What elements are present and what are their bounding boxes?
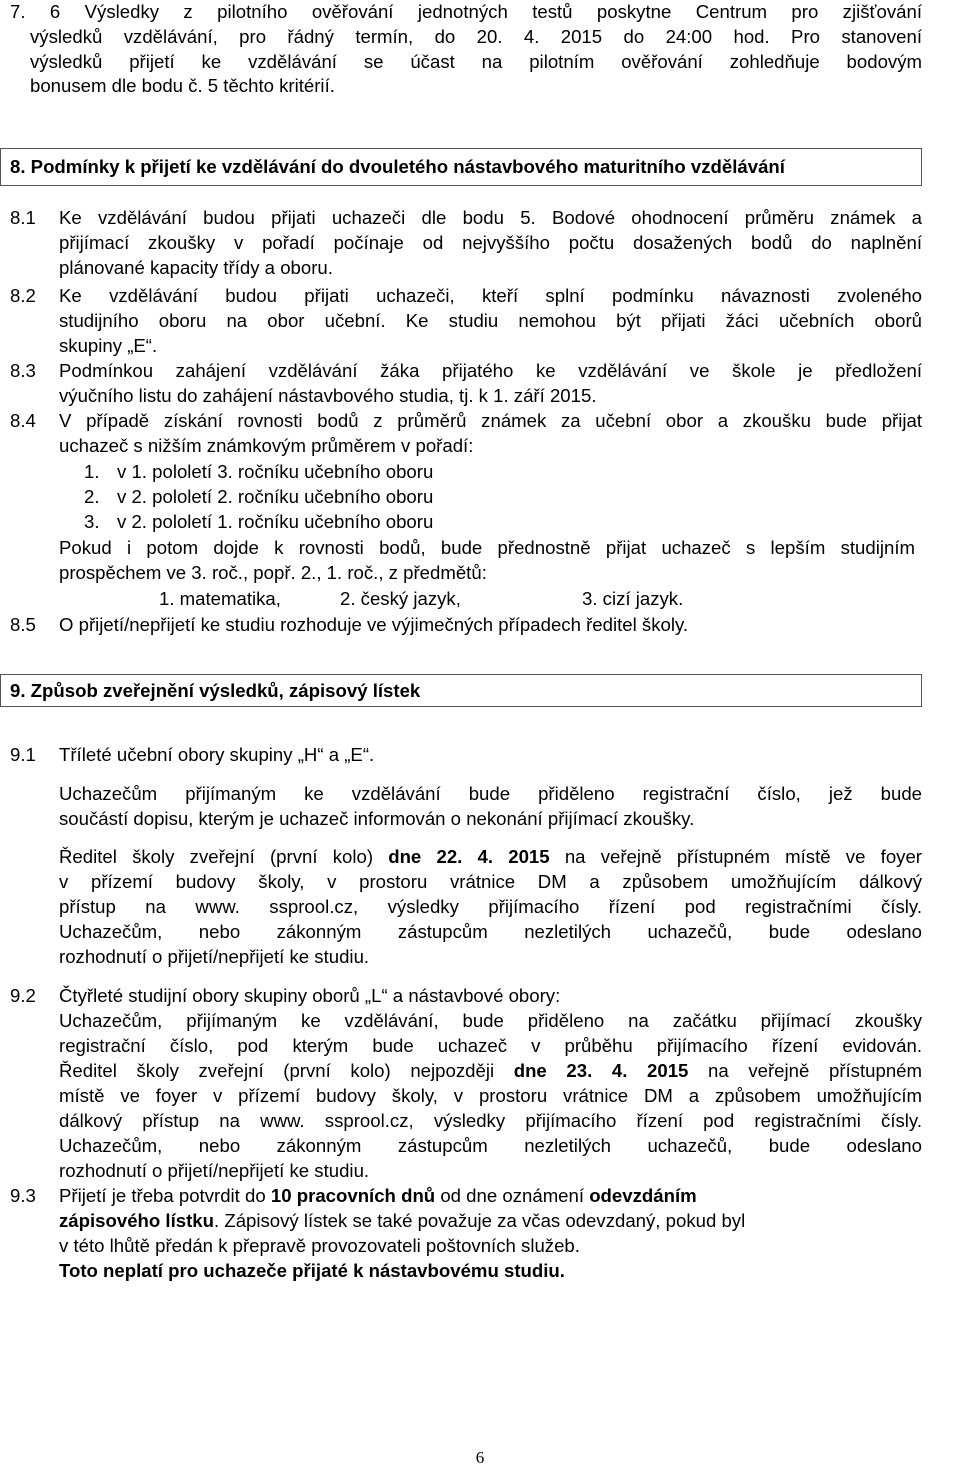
section-9-heading	[0, 674, 922, 707]
item-9-1-date: dne 22. 4. 2015	[388, 846, 550, 867]
item-8-1-line-2: přijímací zkoušky v pořadí počínaje od nejvyššího počtu dosažených bodů do naplnění	[59, 232, 922, 253]
item-9-2-date: dne 23. 4. 2015	[513, 1060, 689, 1081]
item-9-1-para2-line-4: Uchazečům, nebo zákonným zástupcům nezletilých uchazečů, bude odeslano	[59, 921, 922, 942]
item-9-2-line-b2: dálkový přístup na www. ssprool.cz, výsledky přijímacího řízení pod registračními čísly.	[59, 1110, 922, 1131]
item-8-2-line-3: skupiny „E“.	[59, 335, 158, 356]
sec7-line-4: bonusem dle bodu č. 5 těchto kritérií.	[30, 75, 335, 96]
subject-1: 1. matematika,	[159, 588, 281, 609]
item-9-3-number: 9.3	[10, 1185, 36, 1206]
item-8-1-number: 8.1	[10, 207, 36, 228]
item-9-1-title: Tříleté učební obory skupiny „H“ a „E“.	[59, 744, 375, 765]
item-8-2-line-2: studijního oboru na obor učební. Ke studiu nemohou být přijati žáci učebních oborů	[59, 310, 922, 331]
item-8-4-after-line-2: prospěchem ve 3. roč., popř. 2., 1. roč., z předmětů:	[59, 562, 487, 583]
item-9-1-para2-line-3: přístup na www. ssprool.cz, výsledky přijímacího řízení pod registračními čísly.	[59, 896, 922, 917]
item-9-2-l3-post: na veřejně přístupném	[688, 1060, 922, 1081]
item-9-3-line-4	[59, 1259, 922, 1284]
order-item-3-number: 3.	[84, 511, 100, 532]
item-8-2-line-1: Ke vzdělávání budou přijati uchazeči, kteří splní podmínku návaznosti zvoleného	[59, 285, 922, 306]
item-9-2-line-3	[59, 1059, 922, 1084]
item-8-4-number: 8.4	[10, 410, 36, 431]
order-item-2-text: v 2. pololetí 2. ročníku učebního oboru	[117, 486, 434, 507]
subject-3: 3. cizí jazyk.	[582, 588, 684, 609]
item-8-1-line-3: plánované kapacity třídy a oboru.	[59, 257, 333, 278]
item-9-2-line-a2: registrační číslo, pod kterým bude uchazeč v průběhu přijímacího řízení evidován.	[59, 1035, 922, 1056]
item-9-3-l1-mid: od dne oznámení	[435, 1185, 590, 1206]
item-9-1-number: 9.1	[10, 744, 36, 765]
item-9-2-title: Čtyřleté studijní obory skupiny oborů „L“ a nástavbové obory:	[59, 985, 561, 1006]
item-9-2-line-b1: místě ve foyer v přízemí budovy školy, v prostoru vrátnice DM a způsobem umožňujícím	[59, 1085, 922, 1106]
item-9-1-para1-line-1: Uchazečům přijímaným ke vzdělávání bude přiděleno registrační číslo, jež bude	[59, 783, 922, 804]
item-9-1-para2-line-2: v přízemí budovy školy, v prostoru vrátnice DM a způsobem umožňujícím dálkový	[59, 871, 922, 892]
item-9-3-line-1	[59, 1184, 922, 1209]
item-9-2-line-b3: Uchazečům, nebo zákonným zástupcům nezletilých uchazečů, bude odeslano	[59, 1135, 922, 1156]
item-8-5-number: 8.5	[10, 614, 36, 635]
subject-2: 2. český jazyk,	[340, 588, 461, 609]
item-9-3-form: zápisového lístku	[59, 1210, 214, 1231]
item-8-3-number: 8.3	[10, 360, 36, 381]
item-9-1-para2-line-1	[59, 845, 922, 870]
item-8-2-number: 8.2	[10, 285, 36, 306]
section-8-heading-text: 8. Podmínky k přijetí ke vzdělávání do dvouletého nástavbového maturitního vzdělávání	[10, 156, 785, 177]
section-9-heading-text: 9. Způsob zveřejnění výsledků, zápisový lístek	[10, 680, 421, 701]
sec7-line-2: výsledků vzdělávání, pro řádný termín, do 20. 4. 2015 do 24:00 hod. Pro stanovení	[30, 26, 922, 47]
item-9-2-line-b4: rozhodnutí o přijetí/nepřijetí ke studiu.	[59, 1160, 370, 1181]
item-9-1-para2-pre: Ředitel školy zveřejní (první kolo)	[59, 846, 389, 867]
item-8-3-line-1: Podmínkou zahájení vzdělávání žáka přijatého ke vzdělávání ve škole je předložení	[59, 360, 922, 381]
item-9-1-para1-line-2: součástí dopisu, kterým je uchazeč informován o nekonání přijímací zkoušky.	[59, 808, 695, 829]
sec7-line-3: výsledků přijetí ke vzdělávání se účast na pilotním ověřování zohledňuje bodovým	[30, 51, 922, 72]
item-9-3-l1-pre: Přijetí je třeba potvrdit do	[59, 1185, 271, 1206]
item-9-3-l2-post: . Zápisový lístek se také považuje za včas odevzdaný, pokud byl	[214, 1210, 746, 1231]
item-9-3-line-2	[59, 1209, 922, 1234]
order-item-3-text: v 2. pololetí 1. ročníku učebního oboru	[117, 511, 434, 532]
section-8-heading	[0, 148, 922, 186]
item-8-4-line-1: V případě získání rovnosti bodů z průměrů známek za učební obor a zkoušku bude přijat	[59, 410, 922, 431]
order-item-1-number: 1.	[84, 461, 100, 482]
item-9-2-l3-pre: Ředitel školy zveřejní (první kolo) nejpozději	[59, 1060, 514, 1081]
item-8-3-line-2: výučního listu do zahájení nástavbového studia, tj. k 1. září 2015.	[59, 385, 597, 406]
item-8-5-text: O přijetí/nepřijetí ke studiu rozhoduje ve výjimečných případech ředitel školy.	[59, 614, 689, 635]
item-9-3-note: Toto neplatí pro uchazeče přijaté k nástavbovému studiu.	[59, 1260, 565, 1281]
item-9-2-line-a1: Uchazečům, přijímaným ke vzdělávání, bude přiděleno na začátku přijímací zkoušky	[59, 1010, 922, 1031]
item-9-1-para2-line-5: rozhodnutí o přijetí/nepřijetí ke studiu.	[59, 946, 370, 967]
item-9-3-line-3: v této lhůtě předán k přepravě provozovateli poštovních služeb.	[59, 1235, 580, 1256]
item-8-4-line-2: uchazeč s nižším známkovým průměrem v pořadí:	[59, 435, 474, 456]
order-item-1-text: v 1. pololetí 3. ročníku učebního oboru	[117, 461, 434, 482]
item-9-3-handover: odevzdáním	[589, 1185, 697, 1206]
item-9-2-number: 9.2	[10, 985, 36, 1006]
item-9-1-para2-post: na veřejně přístupném místě ve foyer	[549, 846, 922, 867]
item-8-4-after-line-1: Pokud i potom dojde k rovnosti bodů, bude přednostně přijat uchazeč s lepším studijním	[59, 537, 915, 558]
sec7-line-1: 7. 6 Výsledky z pilotního ověřování jednotných testů poskytne Centrum pro zjišťování	[10, 1, 922, 22]
item-8-1-line-1: Ke vzdělávání budou přijati uchazeči dle bodu 5. Bodové ohodnocení průměru známek a	[59, 207, 922, 228]
item-9-3-deadline: 10 pracovních dnů	[270, 1185, 436, 1206]
order-item-2-number: 2.	[84, 486, 100, 507]
page-number: 6	[475, 1448, 485, 1467]
